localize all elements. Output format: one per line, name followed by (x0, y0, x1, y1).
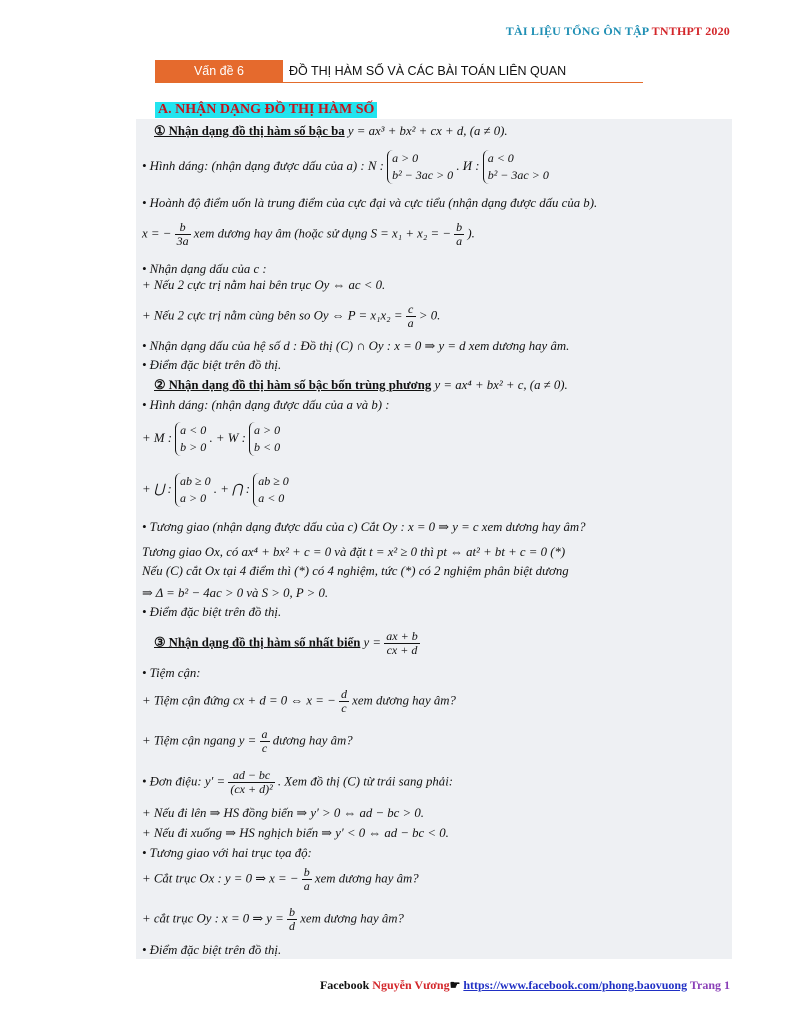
pointing-hand-icon: ☛ (449, 978, 461, 992)
topic-tag: Vấn đề 6 (155, 60, 283, 82)
oy-fraction: $\frac{b}{d}$ (289, 905, 296, 933)
facebook-link[interactable]: https://www.facebook.com/phong.baovuong (463, 978, 688, 992)
quartic-heading-line (154, 377, 568, 393)
quartic-formula: y = ax⁴ + bx² + c, (a ≠ 0). (434, 378, 568, 392)
y-fraction: $\frac{ax + b}{cx + d}$ (386, 629, 418, 657)
quartic-mw-line: + M : a < 0 b > 0 . + W : a > 0 b < 0 (142, 423, 281, 454)
cubic-i-system: a < 0 b² − 3ac > 0 (483, 150, 549, 184)
vert-fraction: $\frac{d}{c}$ (340, 687, 347, 715)
cubic-sign-c: • Nhận dạng dấu của c : (142, 262, 267, 276)
page-header (506, 24, 730, 39)
rational-mono-line: • Đơn điệu: y′ = $\frac{ad - bc}{\text{(cx + d)²}}$ . Xem đồ thị (C) từ trái sang phải: (142, 768, 454, 796)
content-block (136, 119, 732, 959)
page-number: Trang 1 (689, 978, 730, 992)
quartic-special: • Điểm đặc biệt trên đồ thị. (142, 605, 282, 619)
rational-ox-line: + Cắt trục Ox : y = 0 ⇒ x = − $\frac{b}{a}$ xem dương hay âm? (142, 865, 419, 893)
cubic-heading-line (154, 123, 508, 139)
rational-axes: • Tương giao với hai trục tọa độ: (142, 846, 312, 860)
cubic-formula: y = ax³ + bx² + cx + d, (a ≠ 0). (347, 124, 508, 138)
rational-vertical-line: + Tiệm cận đứng cx + d = 0 ⇔ x = − $\frac{d}{c}$ xem dương hay âm? (142, 687, 456, 715)
page-footer: Facebook Nguyễn Vương☛ https://www.facebook.com/phong.baovuong Trang 1 (319, 978, 730, 992)
cubic-special: • Điểm đặc biệt trên đồ thị. (142, 358, 282, 372)
m-system: a < 0 b > 0 (175, 422, 206, 456)
cubic-shape-line (142, 150, 549, 184)
header-title: TÀI LIỆU TỔNG ÔN TẬP (505, 24, 649, 38)
quartic-un-line: + ⋃ : ab ≥ 0 a > 0 . + ⋂ : ab ≥ 0 a < 0 (142, 474, 289, 505)
cubic-x-line: x = − $\frac{b}{3a}$ xem dương hay âm (hoặc sử dụng S = x₁ + x₂ = − $\frac{b}{a}$ ). (142, 220, 475, 248)
topic-banner (155, 60, 643, 83)
quartic-shape: • Hình dáng: (nhận dạng được dấu của a và b) : (142, 398, 390, 412)
cubic-same-side-line: + Nếu 2 cực trị nằm cùng bên so Oy ⇔ P = x₁x₂ = $\frac{c}{a}$ > 0. (142, 302, 441, 330)
cubic-n-system: a > 0 b² − 3ac > 0 (387, 150, 453, 184)
rational-heading-line: ③ Nhận dạng đồ thị hàm số nhất biến y = $\frac{ax + b}{cx + d}$ (154, 629, 418, 657)
rational-asym: • Tiệm cận: (142, 666, 201, 680)
x-fraction: $\frac{b}{3a}$ (176, 220, 189, 248)
quartic-delta: ⇒ Δ = b² − 4ac > 0 và S > 0, P > 0. (142, 586, 329, 600)
quartic-heading: ② Nhận dạng đồ thị hàm số bậc bốn trùng phương (154, 378, 432, 392)
rational-oy-line: + cắt trục Oy : x = 0 ⇒ y = $\frac{b}{d}$ xem dương hay âm? (142, 905, 404, 933)
header-accent: TNTHPT 2020 (651, 24, 730, 38)
cubic-shape-text: • Hình dáng: (nhận dạng được dấu của a) : N : (142, 158, 384, 173)
cubic-separator: . И : (456, 158, 480, 173)
w-system: a > 0 b < 0 (249, 422, 280, 456)
cap-system: ab ≥ 0 a < 0 (253, 473, 289, 507)
cubic-heading: ① Nhận dạng đồ thị hàm số bậc ba (154, 124, 345, 138)
topic-title: ĐỒ THỊ HÀM SỐ VÀ CÁC BÀI TOÁN LIÊN QUAN (289, 64, 567, 78)
quartic-intersect: • Tương giao (nhận dạng được dấu của c) Cắt Oy : x = 0 ⇒ y = c xem dương hay âm? (142, 520, 586, 534)
s-fraction: $\frac{b}{a}$ (456, 220, 463, 248)
rational-horizontal-line: + Tiệm cận ngang y = $\frac{a}{c}$ dương hay âm? (142, 727, 353, 755)
cubic-sign-d: • Nhận dạng dấu của hệ số d : Đồ thị (C) ∩ Oy : x = 0 ⇒ y = d xem dương hay âm. (142, 339, 570, 353)
quartic-ox: Tương giao Ox, có ax⁴ + bx² + c = 0 và đặt t = x² ≥ 0 thì pt ⇔ at² + bt + c = 0 (*) (142, 545, 566, 559)
mono-fraction: $\frac{ad - bc}{\text{(cx + d)²}}$ (230, 768, 273, 796)
u-system: ab ≥ 0 a > 0 (175, 473, 211, 507)
rational-heading: ③ Nhận dạng đồ thị hàm số nhất biến (154, 635, 361, 650)
ox-fraction: $\frac{b}{a}$ (303, 865, 310, 893)
author-name: Nguyễn Vương (372, 978, 450, 992)
rational-up: + Nếu đi lên ⇒ HS đồng biến ⇒ y′ > 0 ⇔ ad − bc > 0. (142, 806, 424, 820)
quartic-four-points: Nếu (C) cắt Ox tại 4 điểm thì (*) có 4 nghiệm, tức (*) có 2 nghiệm phân biệt dương (142, 564, 569, 578)
section-a-title: A. NHẬN DẠNG ĐỒ THỊ HÀM SỐ (155, 102, 377, 118)
cubic-two-sides: + Nếu 2 cực trị nằm hai bên trục Oy ⇔ ac < 0. (142, 278, 386, 292)
rational-special: • Điểm đặc biệt trên đồ thị. (142, 943, 282, 957)
rational-down: + Nếu đi xuống ⇒ HS nghịch biến ⇒ y′ < 0 ⇔ ad − bc < 0. (142, 826, 449, 840)
cubic-inflection: • Hoành độ điểm uốn là trung điểm của cực đại và cực tiểu (nhận dạng được dấu của b). (142, 196, 598, 210)
p-fraction: $\frac{c}{a}$ (407, 302, 414, 330)
horiz-fraction: $\frac{a}{c}$ (261, 727, 268, 755)
